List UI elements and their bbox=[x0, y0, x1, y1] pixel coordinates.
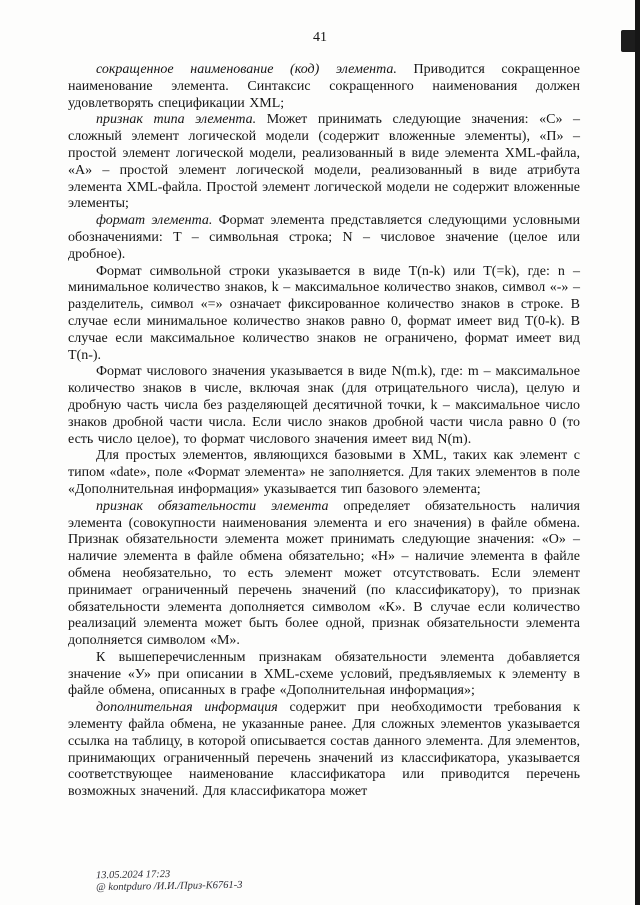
paragraph bbox=[68, 499, 580, 650]
stamp-signature: @ kontpduro /И.И./Приз-К6761-3 bbox=[96, 879, 243, 894]
term-lead: признак типа элемента. bbox=[96, 112, 257, 128]
paragraph bbox=[68, 364, 580, 448]
paragraph bbox=[68, 650, 580, 700]
document-body bbox=[68, 62, 580, 801]
paragraph-text: К вышеперечисленным признакам обязательности элемента добавляется значение «У» при описании в XML-схеме условий, предъявляемых к элементу в файле обмена, описанных в графе «Дополнительная информация»; bbox=[68, 649, 580, 699]
paragraph-text: Формат символьной строки указывается в виде T(n-k) или T(=k), где: n – минимальное количество знаков, k – максимальное количество знаков, символ «-» – разделитель, символ «=» означает фиксированное количество знаков в строке. В случае если минимальное количество знаков равно 0, формат имеет вид T(0-k). В случае если максимальное количество знаков не ограничено, формат имеет вид T(n-). bbox=[68, 263, 580, 363]
paragraph-text: Формат элемента представляется следующими условными обозначениями: T – символьная строка; N – числовое значение (целое или дробное). bbox=[68, 213, 580, 262]
term-lead: признак обязательности элемента bbox=[96, 498, 329, 514]
paragraph bbox=[68, 112, 580, 213]
stamp-datetime: 13.05.2024 17:23 bbox=[95, 868, 171, 882]
paragraph-text: Может принимать следующие значения: «С» – сложный элемент логической модели (содержит вложенные элементы), «П» – простой элемент логической модели, реализованный в виде элемента XML-файла, «А» – простой элемент логической модели, реализованный в виде атрибута элемента XML-файла. Простой элемент логической модели не содержит вложенные элементы; bbox=[68, 112, 580, 212]
paragraph-text: содержит при необходимости требования к элементу файла обмена, не указанные ранее. Для сложных элементов указывается ссылка на таблицу, в которой описывается состав данного элемента. Для элементов, принимающих ограниченный перечень значений из классификатора, указывается соответствующее наименование классификатора или приводится перечень возможных значений. Для классификатора может bbox=[68, 700, 580, 800]
term-lead: дополнительная информация bbox=[96, 700, 278, 716]
page-number: 41 bbox=[313, 30, 327, 45]
paragraph-text: определяет обязательность наличия элемента (совокупности наименования элемента и его значения) в файле обмена. Признак обязательности элемента может принимать следующие значения: «О» – наличие элемента в файле обмена обязательно; «Н» – наличие элемента в файле обмена необязательно, то есть элемент может отсутствовать. Если элемент принимает ограниченный перечень значений (по классификатору), то признак обязательности элемента дополняется символом «К». В случае если количество реализаций элемента может быть более одной, признак обязательности элемента дополняется символом «М». bbox=[68, 498, 580, 649]
term-lead: сокращенное наименование (код) элемента. bbox=[96, 62, 397, 77]
paragraph-text: Формат числового значения указывается в виде N(m.k), где: m – максимальное количество знаков в числе, включая знак (для отрицательного числа), целую и дробную часть числа без разделяющей десятичной точки, k – максимальное число знаков дробной части числа. Если число знаков дробной части числа равно 0 (то есть число целое), то формат числового значения имеет вид N(m). bbox=[68, 364, 580, 447]
paragraph-text: Приводится сокращенное наименование элемента. Синтаксис сокращенного наименования должен удовлетворять спецификации XML; bbox=[68, 62, 580, 111]
paragraph-text: Для простых элементов, являющихся базовыми в XML, таких как элемент с типом «date», поле «Формат элемента» не заполняется. Для таких элементов в поле «Дополнительная информация» указывается тип базового элемента; bbox=[68, 448, 580, 497]
scan-edge-artifact bbox=[635, 0, 640, 905]
paragraph bbox=[68, 62, 580, 112]
paragraph bbox=[68, 700, 580, 801]
handwritten-stamp bbox=[96, 868, 243, 895]
paragraph bbox=[68, 264, 580, 365]
term-lead: формат элемента. bbox=[96, 213, 213, 229]
paragraph bbox=[68, 213, 580, 263]
paragraph bbox=[68, 448, 580, 498]
